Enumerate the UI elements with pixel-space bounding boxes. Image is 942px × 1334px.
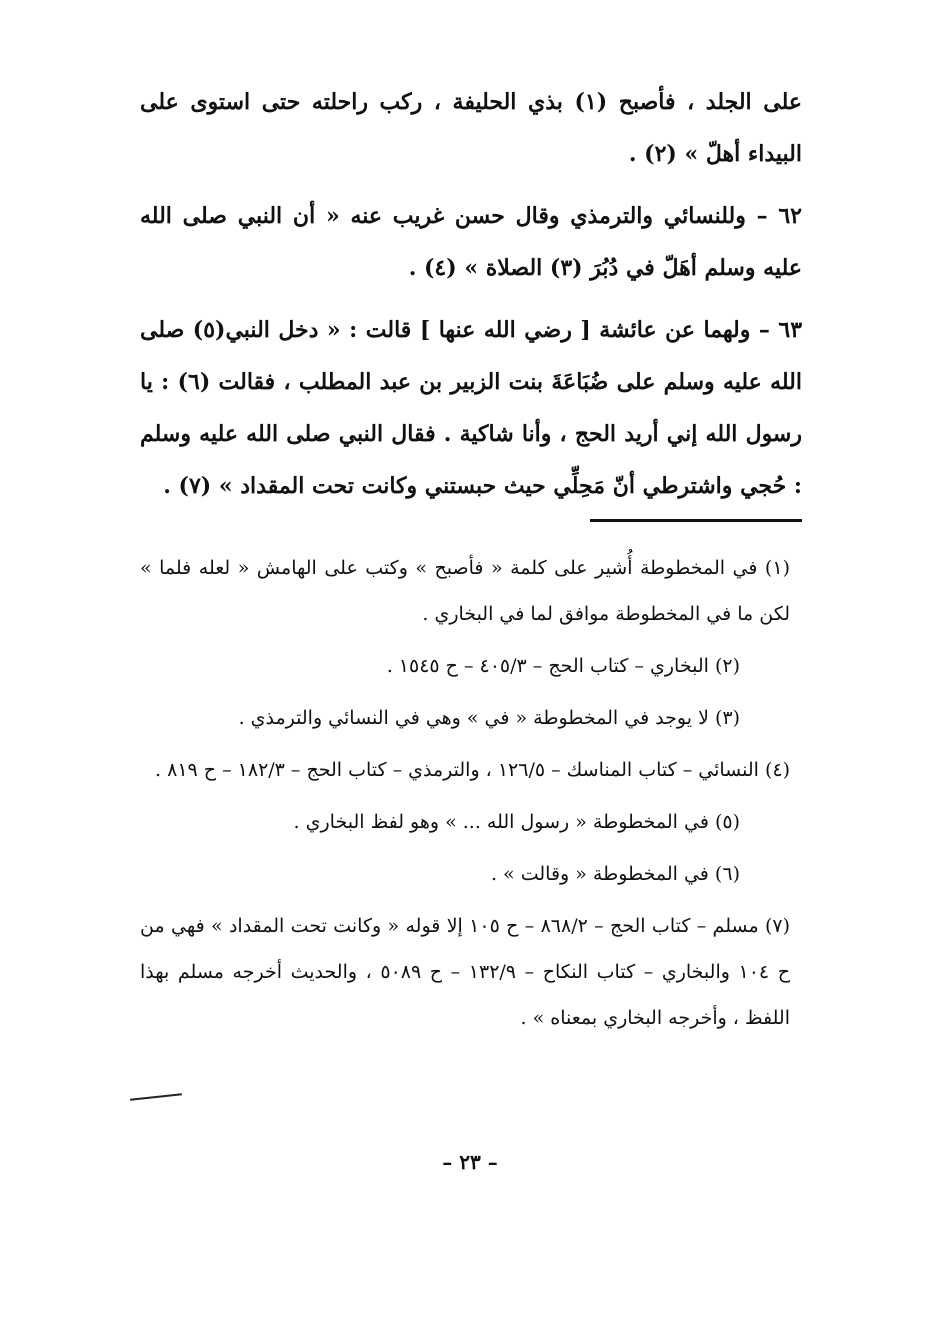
footnotes-section bbox=[140, 545, 790, 1047]
hadith-paragraph-62: ٦٢ – وللنسائي والترمذي وقال حسن غريب عنه « أن النبي صلى الله عليه وسلم أهَلّ في دُبُرَ (٣) الصلاة » (٤) . bbox=[140, 203, 802, 281]
footnote-divider bbox=[590, 519, 802, 522]
footnote-1: (١) في المخطوطة أُشير على كلمة « فأصبح » وكتب على الهامش « لعله فلما » لكن ما في المخطوطة موافق لما في البخاري . bbox=[140, 557, 790, 625]
hadith-paragraph-63: ٦٣ – ولهما عن عائشة [ رضي الله عنها ] قالت : « دخل النبي(٥) صلى الله عليه وسلم على ضُبَاعَةَ بنت الزبير بن عبد المطلب ، فقالت (٦) : يا رسول الله إني أريد الحج ، وأنا شاكية . فقال النبي صلى الله عليه وسلم : حُجي واشترطي أنّ مَحِلِّي حيث حبستني وكانت تحت المقداد » (٧) . bbox=[140, 317, 803, 499]
main-text-block bbox=[140, 76, 802, 512]
footnote-4: (٤) النسائي – كتاب المناسك – ١٢٦/٥ ، والترمذي – كتاب الحج – ١٨٢/٣ – ح ٨١٩ . bbox=[155, 759, 790, 781]
page-number: – ٢٣ – bbox=[442, 1150, 498, 1174]
footnote-3: (٣) لا يوجد في المخطوطة « في » وهي في النسائي والترمذي . bbox=[238, 707, 740, 729]
margin-pen-stroke bbox=[130, 1093, 182, 1100]
footnote-7: (٧) مسلم – كتاب الحج – ٨٦٨/٢ – ح ١٠٥ إلا قوله « وكانت تحت المقداد » فهي من ح ١٠٤ والبخاري – كتاب النكاح – ١٣٢/٩ – ح ٥٠٨٩ ، والحديث أخرجه مسلم بهذا اللفظ ، وأخرجه البخاري بمعناه » . bbox=[140, 915, 791, 1029]
footnote-6: (٦) في المخطوطة « وقالت » . bbox=[490, 863, 740, 885]
footnote-2: (٢) البخاري – كتاب الحج – ٤٠٥/٣ – ح ١٥٤٥ . bbox=[386, 655, 740, 677]
footnote-5: (٥) في المخطوطة « رسول الله ... » وهو لفظ البخاري . bbox=[293, 811, 740, 833]
hadith-paragraph-continuation: على الجلد ، فأصبح (١) بذي الحليفة ، ركب راحلته حتى استوى على البيداء أهلّ » (٢) . bbox=[140, 89, 802, 167]
